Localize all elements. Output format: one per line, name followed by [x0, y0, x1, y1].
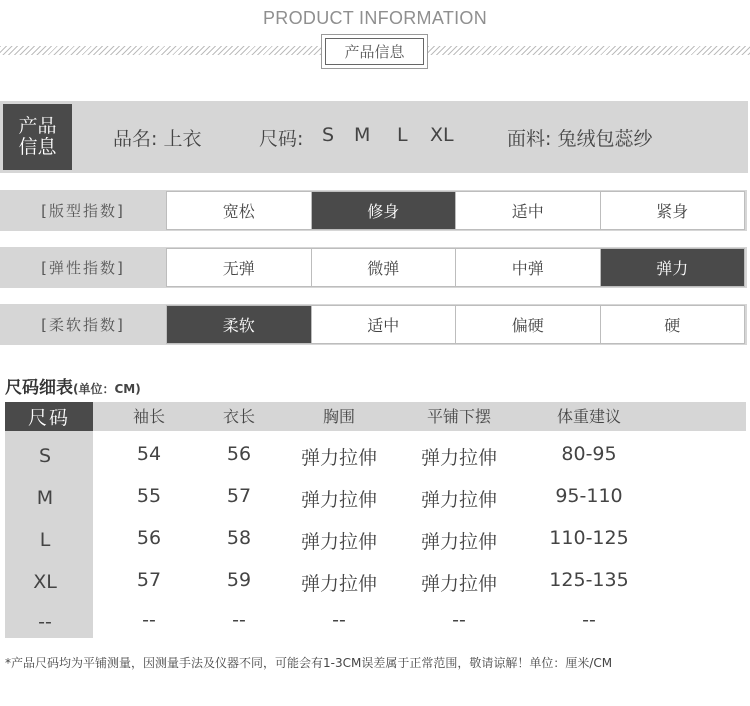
product-info-tag-line1: 产品: [18, 115, 57, 137]
elasticity-option: 微弹: [311, 249, 456, 286]
size-table-unit: (单位：CM): [73, 382, 141, 396]
size-option: L: [397, 124, 408, 146]
fabric: 面料: 兔绒包蕊纱: [507, 128, 653, 150]
softness-option: 适中: [311, 306, 456, 343]
elasticity-index-options: [166, 248, 745, 287]
table-cell: 110-125: [549, 527, 629, 549]
elasticity-option: 中弹: [455, 249, 600, 286]
table-cell: 95-110: [555, 485, 623, 507]
product-info-tag: [0, 101, 75, 173]
size-option: S: [322, 124, 335, 146]
table-cell: 80-95: [561, 443, 617, 465]
table-cell: 弹力拉伸: [300, 447, 378, 469]
fit-option: 修身: [311, 192, 456, 229]
table-cell: 弹力拉伸: [300, 573, 378, 595]
row-size: XL: [33, 571, 57, 593]
fit-option: 宽松: [222, 202, 255, 221]
table-cell: --: [452, 609, 466, 631]
fit-index-label: [版型指数]: [41, 202, 125, 220]
softness-option: 硬: [600, 306, 745, 343]
elasticity-option: 无弹: [222, 259, 255, 278]
softness-option: 柔软: [167, 306, 311, 343]
table-cell: 弹力拉伸: [300, 531, 378, 553]
size-table-header-bar: [5, 402, 746, 431]
table-cell: 55: [136, 485, 162, 507]
section-title-box: [321, 34, 428, 69]
column-header: 体重建议: [556, 407, 622, 426]
table-cell: 57: [136, 569, 162, 591]
size-table-title-text: 尺码细表: [5, 378, 73, 398]
column-header: 胸围: [322, 407, 356, 426]
elasticity-index-label: [弹性指数]: [41, 259, 125, 277]
header-stripe-left: [0, 46, 321, 55]
table-cell: 125-135: [549, 569, 629, 591]
table-cell: 59: [226, 569, 252, 591]
table-cell: --: [332, 609, 346, 631]
fit-index-row: [0, 190, 747, 231]
column-header: 衣长: [222, 407, 256, 426]
row-size: S: [38, 445, 52, 467]
product-info-tag-line2: 信息: [18, 136, 57, 158]
product-name: 品名: 上衣: [113, 128, 202, 150]
fit-option: 适中: [455, 192, 600, 229]
elasticity-index-row: [0, 247, 747, 288]
fit-option: 紧身: [600, 192, 745, 229]
size-table-corner: 尺码: [5, 402, 93, 431]
size-option: XL: [430, 124, 454, 146]
softness-option: 偏硬: [455, 306, 600, 343]
softness-index-label: [柔软指数]: [41, 316, 125, 334]
size-option: M: [354, 124, 371, 146]
table-cell: 58: [226, 527, 252, 549]
row-size: M: [36, 487, 54, 509]
size-label: 尺码:: [259, 128, 304, 150]
table-cell: 56: [136, 527, 162, 549]
table-cell: 弹力拉伸: [420, 489, 498, 511]
table-cell: 54: [136, 443, 162, 465]
fit-index-options: [166, 191, 745, 230]
column-header: 袖长: [132, 407, 166, 426]
header-stripe-right: [428, 46, 750, 55]
row-size: --: [38, 611, 52, 633]
table-cell: --: [232, 609, 246, 631]
table-cell: --: [142, 609, 156, 631]
section-title-cn: 产品信息: [325, 38, 424, 65]
table-cell: --: [582, 609, 596, 631]
measurement-footnote: *产品尺码均为平铺测量，因测量手法及仪器不同，可能会有1-3CM误差属于正常范围，敬请谅解！单位：厘米/CM: [5, 656, 613, 670]
table-cell: 弹力拉伸: [300, 489, 378, 511]
size-table-title: [5, 373, 141, 398]
row-size: L: [39, 529, 51, 551]
table-cell: 弹力拉伸: [420, 573, 498, 595]
table-cell: 弹力拉伸: [420, 531, 498, 553]
table-cell: 57: [226, 485, 252, 507]
softness-index-row: [0, 304, 747, 345]
table-cell: 弹力拉伸: [420, 447, 498, 469]
section-title-en: PRODUCT INFORMATION: [262, 8, 488, 28]
column-header: 平铺下摆: [426, 407, 492, 426]
table-cell: 56: [226, 443, 252, 465]
elasticity-option: 弹力: [600, 249, 745, 286]
softness-index-options: [166, 305, 745, 344]
